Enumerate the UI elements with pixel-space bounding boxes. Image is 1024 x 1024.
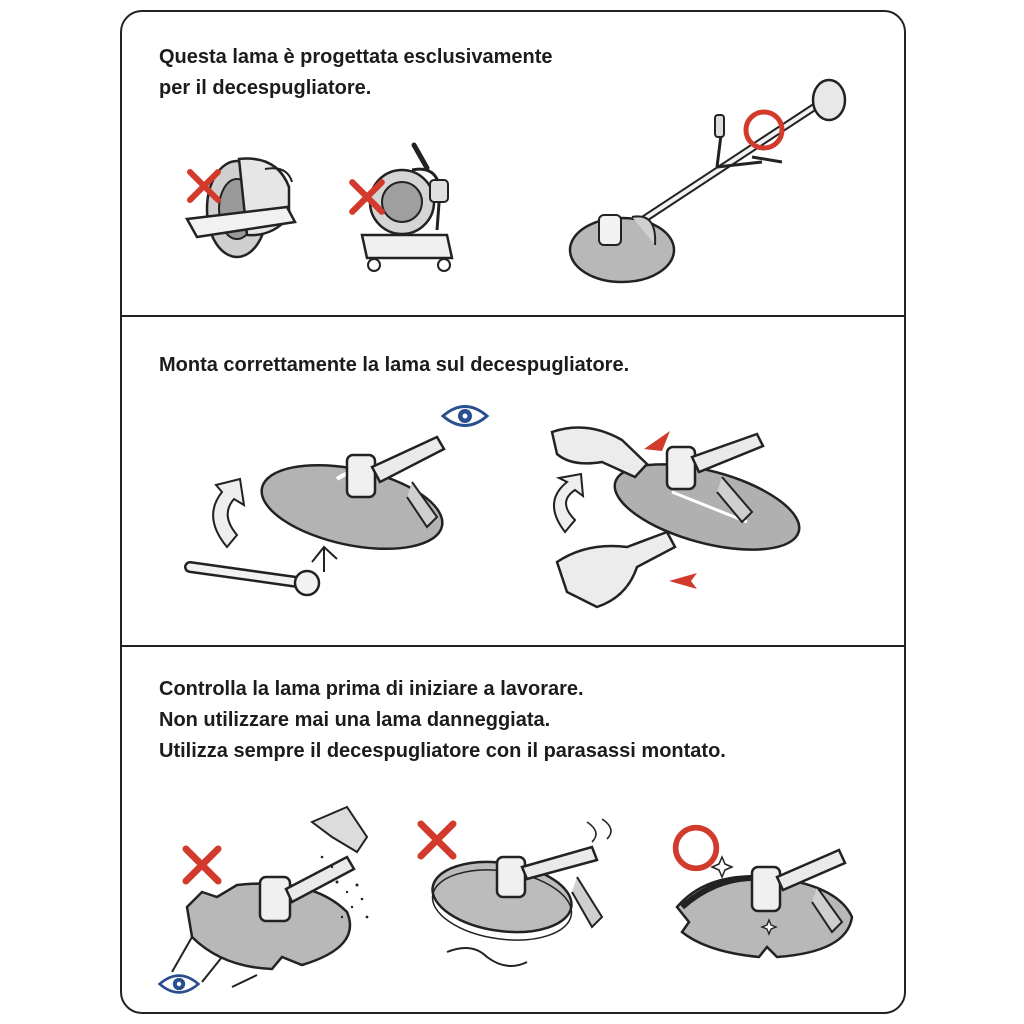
instruction-card (120, 10, 906, 1014)
section-mounting (122, 315, 904, 645)
eye-icon (440, 399, 490, 433)
gloved-tightening-illustration (547, 422, 867, 617)
section-3-line-3 (159, 736, 726, 767)
circle-ok-icon (741, 107, 787, 153)
section-1-line-2: per il decespugliatore. (159, 77, 372, 99)
section-3-line-1: Controlla la lama prima di iniziare a lavorare. (159, 678, 584, 700)
section-3-text (159, 674, 726, 767)
damaged-blade-illustration (162, 797, 382, 997)
section-1-text (159, 42, 553, 104)
section-inspection (122, 645, 904, 1014)
section-1-line-1: Questa lama è progettata esclusivamente (159, 46, 553, 68)
arrow-marker-icon (667, 571, 699, 591)
arrow-marker-icon (642, 429, 672, 453)
x-mark-icon (184, 166, 224, 206)
section-3-line-2: Non utilizzare mai una lama danneggiata. (159, 709, 551, 731)
x-mark-icon (177, 842, 227, 888)
eye-icon (157, 969, 201, 999)
x-mark-icon (346, 176, 388, 218)
circle-ok-icon (670, 822, 722, 874)
section-intended-use (122, 12, 904, 315)
section-3-line-3-after: montato. (635, 740, 726, 762)
section-3-line-3-before: Utilizza sempre il decespugliatore con il (159, 740, 544, 762)
section-2-text (159, 350, 629, 381)
x-mark-icon (414, 817, 460, 863)
section-2-line-1: Monta correttamente la lama sul decespugliatore. (159, 354, 630, 376)
section-3-line-3-bold: parasassi (543, 740, 636, 762)
brush-cutter-illustration (547, 67, 867, 292)
